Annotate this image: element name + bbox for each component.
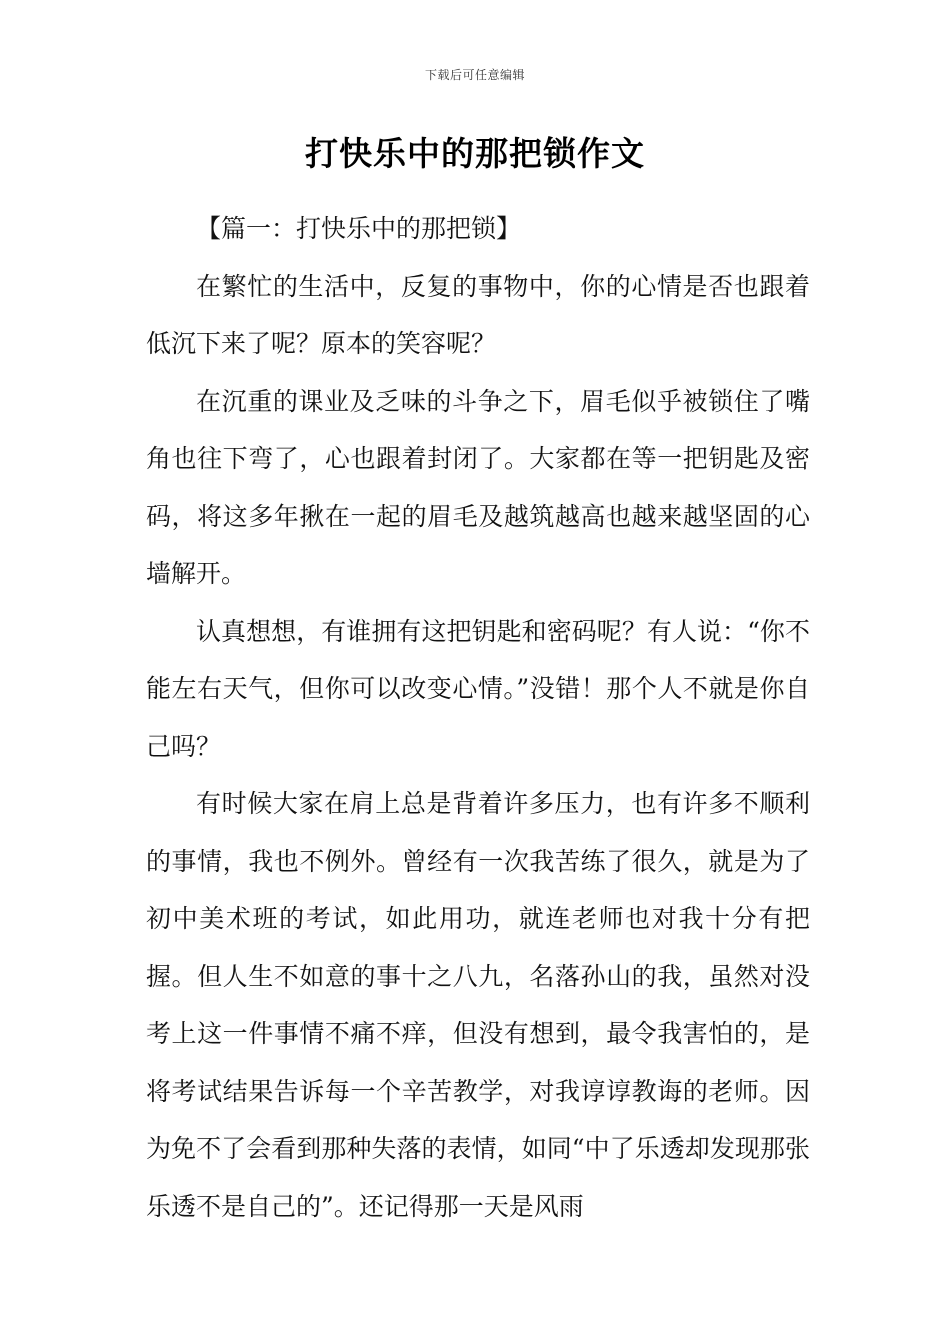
- paragraph-1: 在繁忙的生活中，反复的事物中，你的心情是否也跟着低沉下来了呢？原本的笑容呢？: [146, 271, 810, 358]
- document-body: [146, 200, 810, 1235]
- paragraph-3: 认真想想，有谁拥有这把钥匙和密码呢？有人说：“你不能左右天气，但你可以改变心情。”没错！那个人不就是你自己吗？: [146, 616, 810, 761]
- page-header-note: 下载后可任意编辑: [424, 68, 525, 82]
- paragraph-4: 有时候大家在肩上总是背着许多压力，也有许多不顺利的事情，我也不例外。曾经有一次我苦练了很久，就是为了初中美术班的考试，如此用功，就连老师也对我十分有把握。但人生不如意的事十之八九，名落孙山的我，虽然对没考上这一件事情不痛不痒，但没有想到，最令我害怕的，是将考试结果告诉每一个辛苦教学，对我谆谆教诲的老师。因为免不了会看到那种失落的表情，如同“中了乐透却发现那张乐透不是自己的”。还记得那一天是风雨: [146, 789, 810, 1221]
- paragraph-2: 在沉重的课业及乏味的斗争之下，眉毛似乎被锁住了嘴角也往下弯了，心也跟着封闭了。大家都在等一把钥匙及密码，将这多年揪在一起的眉毛及越筑越高也越来越坚固的心墙解开。: [146, 386, 810, 588]
- document-title: 打快乐中的那把锁作文: [305, 134, 645, 173]
- section-heading: 【篇一：打快乐中的那把锁】: [196, 214, 522, 243]
